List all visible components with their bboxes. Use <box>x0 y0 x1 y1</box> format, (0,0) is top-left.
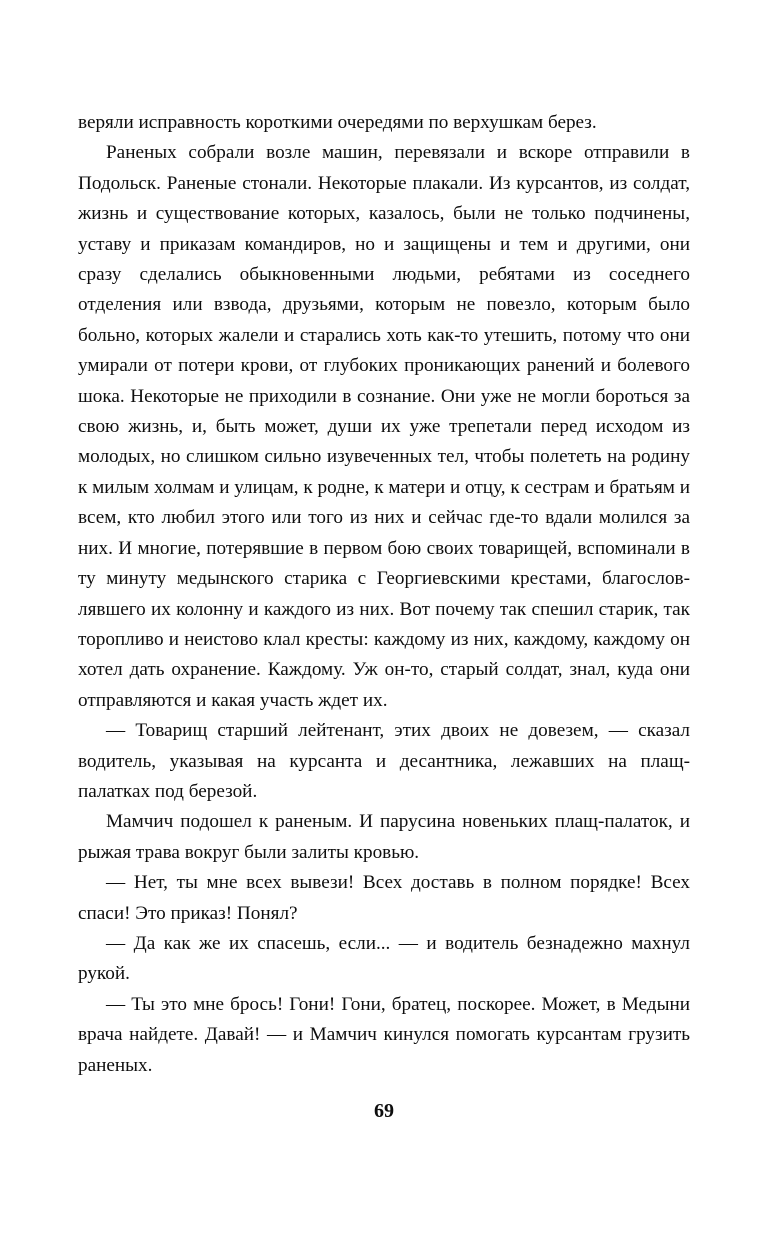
page-number: 69 <box>374 1100 394 1122</box>
page-body-text <box>78 108 690 1081</box>
paragraph: — Ты это мне брось! Гони! Гони, братец, поскорее. Может, в Медыни врача найдете. Давай! — и Мамчич кинулся помогать курсантам грузить раненых. <box>78 993 690 1076</box>
paragraph: — Нет, ты мне всех вывези! Всех доставь в полном порядке! Всех спаси! Это приказ! Понял? <box>78 872 690 924</box>
paragraph: Раненых собрали возле машин, перевязали и вскоре отправили в Подольск. Раненые стонали. Некоторые плакали. Из курсантов, из солдат, жизнь и существование которых, казалось, были не только подчинены, уставу и приказам командиров, но и защищены и тем и другими, они сразу сделались обыкновенными людьми, ребятами из соседнего отделения или взвода, друзьями, которым не повезло, которым было больно, которых жалели и старались хоть как-то утешить, потому что они умирали от потери крови, от глубоких проникающих ранений и болевого шока. Некоторые не приходили в сознание. Они уже не могли бороться за свою жизнь, и, быть может, души их уже трепетали перед исходом из молодых, но слишком сильно изувеченных тел, чтобы полететь на родину к милым холмам и улицам, к родне, к матери и отцу, к сестрам и братьям и всем, кто любил этого или того из них и сейчас где-то вдали молился за них. И многие, потерявшие в первом бою своих товарищей, вспоминали в ту минуту медынского старика с Георгиевскими крестами, благословлявшего их колонну и каждого из них. Вот почему так спешил старик, так торопливо и неистово клал кресты: каждому из них, каждому, каждому он хотел дать охранение. Каждому. Уж он-то, старый солдат, знал, куда они отправляются и какая участь ждет их. <box>78 142 690 711</box>
paragraph: — Товарищ старший лейтенант, этих двоих не довезем, — сказал водитель, указывая на курсанта и десантника, лежавших на плащ-палатках под березой. <box>78 720 690 802</box>
paragraph: — Да как же их спасешь, если... — и водитель безнадежно махнул рукой. <box>78 932 690 985</box>
paragraph: Мамчич подошел к раненым. И парусина новеньких плащ-палаток, и рыжая трава вокруг были залиты кровью. <box>78 811 690 863</box>
paragraph: веряли исправность короткими очередями по верхушкам берез. <box>78 112 597 133</box>
